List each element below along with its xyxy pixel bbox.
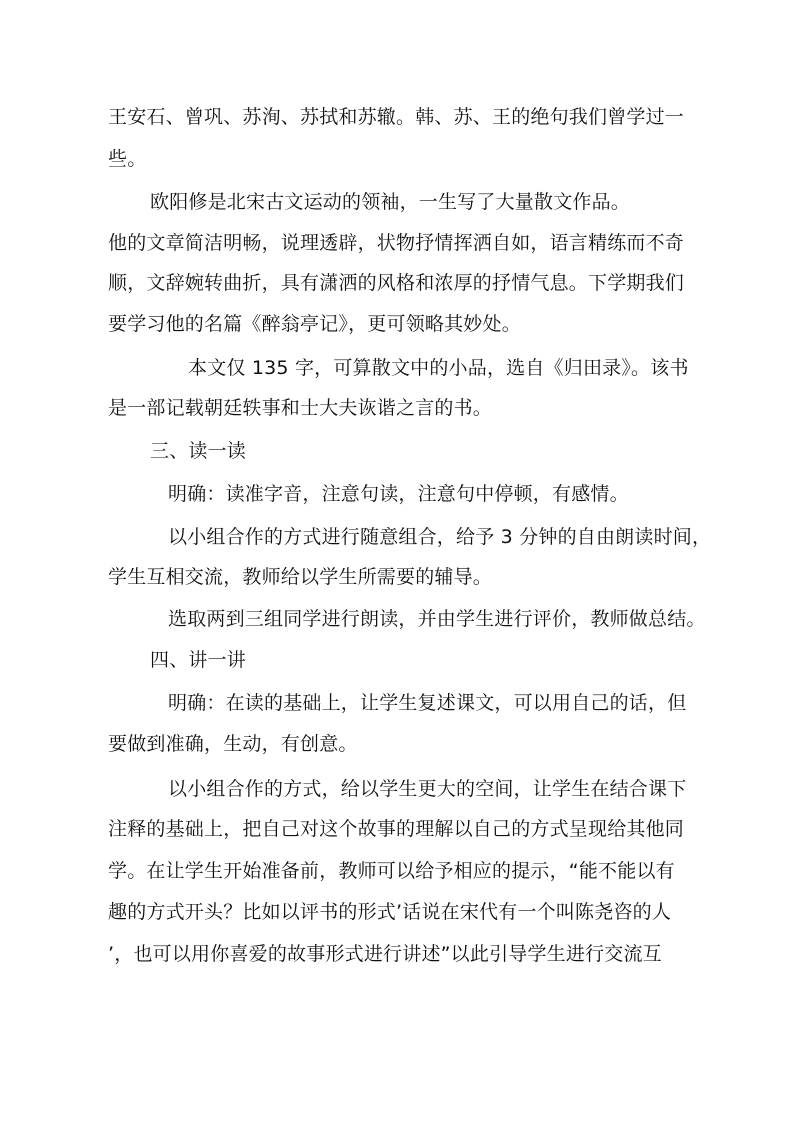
text-line: 要学习他的名篇《醉翁亭记》，更可领略其妙处。 xyxy=(108,313,521,335)
text-line: 明确：读准字音，注意句读，注意句中停顿，有感情。 xyxy=(168,483,629,505)
text-line: 他的文章简洁明畅，说理透辟，状物抒情挥洒自如，语言精练而不奇 xyxy=(108,232,685,254)
text-line: 明确：在读的基础上，让学生复述课文，可以用自己的话，但 xyxy=(168,692,687,714)
text-line: 选取两到三组同学进行朗读，并由学生进行评价，教师做总结。 xyxy=(168,608,706,630)
text-line: 些。 xyxy=(108,148,147,170)
text-line: 要做到准确，生动，有创意。 xyxy=(108,733,358,755)
text-line: 顺，文辞婉转曲折，具有潇洒的风格和浓厚的抒情气息。下学期我们 xyxy=(108,272,685,294)
text-line: 学生互相交流，教师给以学生所需要的辅导。 xyxy=(108,566,493,588)
text-line: 以小组合作的方式进行随意组合，给予 3 分钟的自由朗读时间， xyxy=(168,526,712,548)
text-line: 欧阳修是北宋古文运动的领袖，一生写了大量散文作品。 xyxy=(150,191,631,213)
text-line: 注释的基础上，把自己对这个故事的理解以自己的方式呈现给其他同 xyxy=(108,818,685,840)
text-line: 以小组合作的方式，给以学生更大的空间，让学生在结合课下 xyxy=(168,778,687,800)
text-line: 学。在让学生开始准备前，教师可以给予相应的提示，“能不能以有 xyxy=(108,860,675,882)
text-line: 王安石、曾巩、苏洵、苏拭和苏辙。韩、苏、王的绝句我们曾学过一 xyxy=(108,106,685,128)
text-line: 趣的方式开头？比如以评书的形式’话说在宋代有一个叫陈尧咨的人 xyxy=(108,901,672,923)
text-line: 是一部记载朝廷轶事和士大夫诙谐之言的书。 xyxy=(108,397,493,419)
section-heading: 四、讲一讲 xyxy=(150,649,247,671)
section-heading: 三、读一读 xyxy=(150,440,247,462)
text-line: 本文仅 135 字，可算散文中的小品，选自《归田录》。该书 xyxy=(188,357,689,379)
text-line: ’，也可以用你喜爱的故事形式进行讲述”以此引导学生进行交流互 xyxy=(108,943,662,965)
